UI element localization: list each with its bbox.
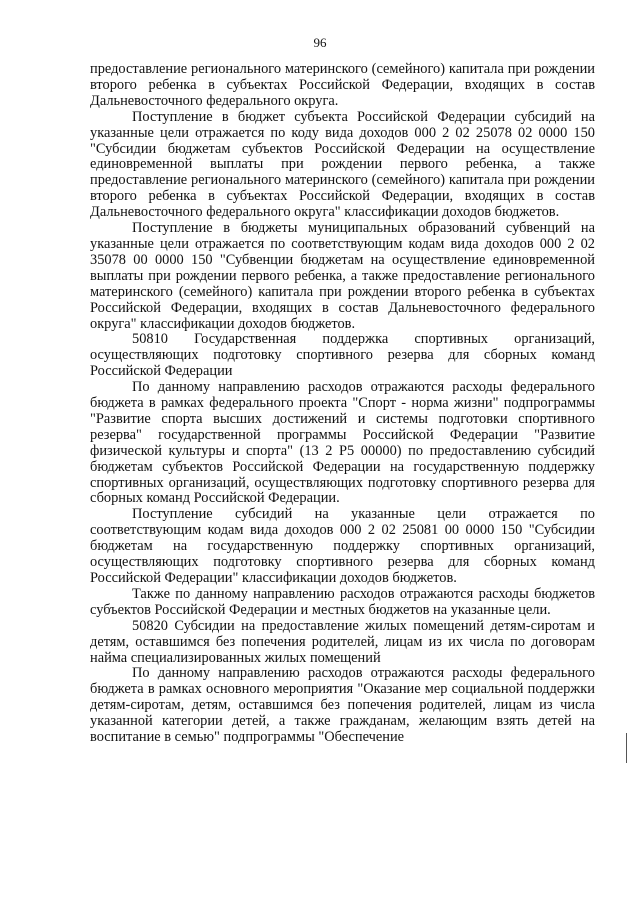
document-body (90, 62, 595, 746)
paragraph-50810-expenses: По данному направлению расходов отражаются расходы федерального бюджета в рамках федерального проекта "Спорт - норма жизни" подпрограммы "Развитие спорта высших достижений и системы подготовки спортивного резерва" государственной программы Российской Федерации "Развитие физической культуры и спорта" (13 2 Р5 00000) по предоставлению субсидий бюджетам субъектов Российской Федерации на государственную поддержку спортивных организаций, осуществляющих подготовку спортивного резерва для сборных команд Российской Федерации. (90, 379, 595, 507)
section-heading-50820: 50820 Субсидии на предоставление жилых помещений детям-сиротам и детям, оставшимся без попечения родителей, лицам из их числа по договорам найма специализированных жилых помещений (90, 617, 595, 666)
paragraph-50810-regional: Также по данному направлению расходов отражаются расходы бюджетов субъектов Российской Федерации и местных бюджетов на указанные цели. (90, 585, 595, 618)
paragraph-subsidy-income: Поступление в бюджет субъекта Российской Федерации субсидий на указанные цели отражается по коду вида доходов 000 2 02 25078 02 0000 150 "Субсидии бюджетам субъектов Российской Федерации на осуществление единовременной выплаты при рождении первого ребенка, а также предоставление регионального материнского (семейного) капитала при рождении второго ребенка в субъектах Российской Федерации, входящих в состав Дальневосточного федерального округа" классификации доходов бюджетов. (90, 108, 595, 221)
paragraph-50810-income: Поступление субсидий на указанные цели отражается по соответствующим кодам вида доходов 000 2 02 25081 00 0000 150 "Субсидии бюджетам на государственную поддержку спортивных организаций, осуществляющих подготовку спортивного резерва для сборных команд Российской Федерации" классификации доходов бюджетов. (90, 506, 595, 586)
paragraph-subvention-income: Поступление в бюджеты муниципальных образований субвенций на указанные цели отражается по соответствующим кодам вида доходов 000 2 02 35078 00 0000 150 "Субвенции бюджетам на осуществление единовременной выплаты при рождении первого ребенка, а также предоставление регионального материнского (семейного) капитала при рождении второго ребенка в субъектах Российской Федерации, входящих в состав Дальневосточного федерального округа" классификации доходов бюджетов. (90, 220, 595, 332)
section-heading-50810: 50810 Государственная поддержка спортивных организаций, осуществляющих подготовку спортивного резерва для сборных команд Российской Федерации (90, 331, 595, 380)
page-number: 96 (313, 35, 327, 50)
scan-edge-mark (626, 733, 627, 763)
paragraph-continuation: предоставление регионального материнского (семейного) капитала при рождении второго ребенка в субъектах Российской Федерации, входящих в состав Дальневосточного федерального округа. (90, 61, 595, 109)
paragraph-50820-expenses: По данному направлению расходов отражаются расходы федерального бюджета в рамках основного мероприятия "Оказание мер социальной поддержки детям-сиротам, детям, оставшимся без попечения родителей, лицам из числа указанной категории детей, а также гражданам, желающим взять детей на воспитание в семью" подпрограммы "Обеспечение (90, 665, 595, 746)
